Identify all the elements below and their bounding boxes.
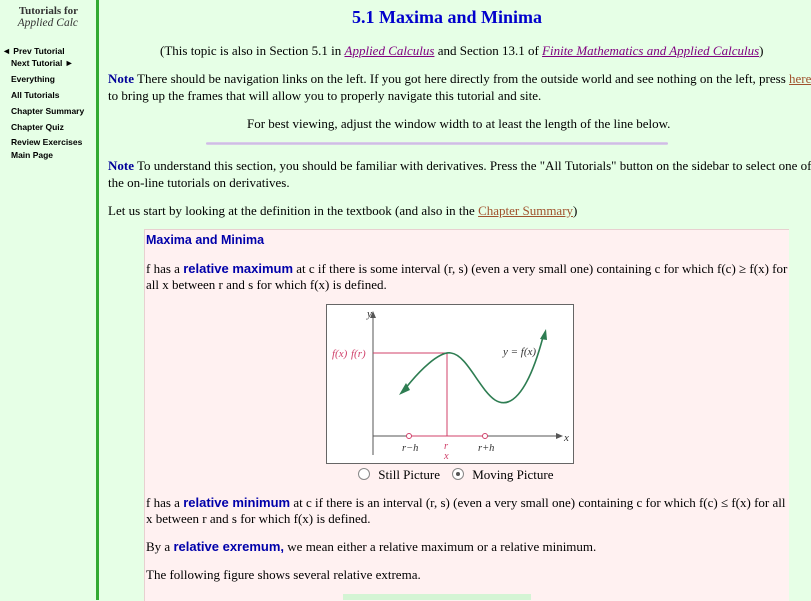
sidebar-title: Tutorials for [18,5,78,17]
sidebar-item-chapter-quiz[interactable]: Chapter Quiz [11,122,64,132]
moving-picture-radio[interactable] [452,468,464,480]
sidebar-item-main-page[interactable]: Main Page [11,150,54,160]
still-picture-label: Still Picture [378,467,440,482]
chapter-summary-link[interactable]: Chapter Summary [478,203,574,218]
tick-r: r [444,441,449,452]
min-definition-line2: x between r and s for which f(x) is defined. [146,511,371,526]
note-derivatives-text: To understand this section, you should be familiar with derivatives. Press the "All Tutorials" button on the sidebar to select one of [134,158,811,173]
maximum-figure [326,304,574,464]
sidebar-item-all-tutorials[interactable]: All Tutorials [11,90,60,100]
sidebar-item-review-exercises[interactable]: Review Exercises [11,137,83,147]
tick-r-minus-h: r−h [402,443,419,454]
next-tutorial-link[interactable] [11,58,74,68]
extremum-post: we mean either a relative maximum or a relative minimum. [284,539,597,554]
fr-label: f(r) [351,348,366,360]
here-link[interactable]: here [789,71,811,86]
right-endpoint-marker [483,434,488,439]
note-derivatives-line1 [108,157,811,174]
section-note-post: ) [759,43,764,58]
definition-box [144,229,789,601]
section-note-mid: and Section 13.1 of [434,43,543,58]
main-content [100,0,811,600]
note-derivatives-line2: the on-line tutorials on derivatives. [108,175,290,190]
prev-tutorial-link[interactable] [2,46,65,56]
note-frames-line2: to bring up the frames that will allow you to properly navigate this tutorial and site. [108,88,542,103]
min-def-text: at c if there is an interval (r, s) (even a very small one) containing c for which f(c) ≤ f(x) for all [290,495,786,510]
still-picture-option[interactable] [358,466,440,483]
tick-r-plus-h: r+h [478,443,495,454]
intro-post: ) [573,203,578,218]
fx-label: f(x) [332,348,348,360]
still-picture-radio[interactable] [358,468,370,480]
sidebar [0,0,96,600]
left-arrow-icon: ◄ [2,46,11,56]
max-definition-line2: all x between r and s for which f(x) is defined. [146,277,387,292]
moving-picture-option[interactable] [452,466,554,483]
right-arrow-icon: ► [64,58,74,68]
sidebar-subtitle: Applied Calc [17,17,78,29]
min-definition-line1 [146,494,785,511]
page-title: 5.1 Maxima and Minima [352,7,543,27]
relative-minimum-term: relative minimum [183,495,291,510]
intro-text [108,202,577,219]
max-def-pre: f has a [146,261,184,276]
sidebar-item-everything[interactable]: Everything [11,74,55,84]
maximum-graph [327,305,573,463]
left-endpoint-marker [407,434,412,439]
prev-tutorial-label: Prev Tutorial [13,46,65,56]
sidebar-divider [96,0,99,600]
y-axis-label: y [367,308,372,320]
next-tutorial-label: Next Tutorial [11,58,63,68]
relative-maximum-term: relative maximum [183,261,294,276]
curve-right-arrow [540,329,547,340]
intro-pre: Let us start by looking at the definition in the textbook (and also in the [108,203,479,218]
following-figure-text: The following figure shows several relative extrema. [146,567,421,582]
relative-extremum-term: relative exremum, [173,539,285,554]
note-label-2: Note [108,158,134,173]
section-note [160,42,764,59]
note-frames-line1 [108,70,811,87]
tick-x: x [444,451,449,462]
width-guide-line [206,142,668,145]
applied-calculus-link[interactable]: Applied Calculus [344,43,435,58]
finite-math-link[interactable]: Finite Mathematics and Applied Calculus [542,43,760,58]
section-note-pre: (This topic is also in Section 5.1 in [160,43,345,58]
min-def-pre: f has a [146,495,184,510]
x-axis-arrow [556,433,563,439]
function-label: y = f(x) [503,346,537,358]
box-title: Maxima and Minima [146,233,265,247]
note-label: Note [108,71,134,86]
sidebar-item-chapter-summary[interactable]: Chapter Summary [11,106,85,116]
note-frames-text: There should be navigation links on the left. If you got here directly from the outside world and see nothing on the left, press [134,71,790,86]
max-definition-line1 [146,260,787,277]
max-def-text: at c if there is some interval (r, s) (even a very small one) containing c for which f(c) ≥ f(x) for [293,261,788,276]
next-figure-top [343,594,531,600]
extremum-pre: By a [146,539,174,554]
x-axis-label: x [564,432,569,444]
extremum-definition [146,538,596,555]
best-viewing-text: For best viewing, adjust the window width to at least the length of the line below. [247,116,671,131]
moving-picture-label: Moving Picture [472,467,554,482]
